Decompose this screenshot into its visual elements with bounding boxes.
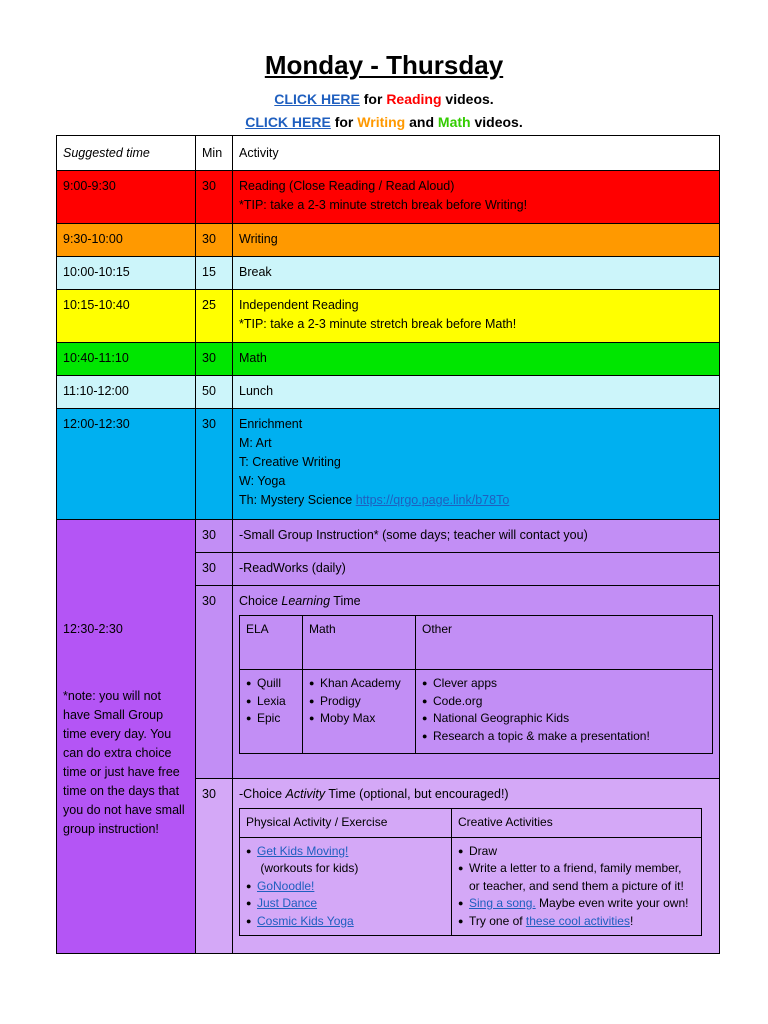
- choice-learning-table: [239, 615, 713, 754]
- schedule-row-lunch: [57, 376, 720, 409]
- afternoon-note: *note: you will not have Small Group time every day. You can do extra choice time or just have free time on the days that you do not have small group instruction!: [63, 689, 185, 836]
- col-ela: ELA: [240, 616, 303, 670]
- row-time: 10:40-11:10: [57, 343, 196, 376]
- other-list-cell: [416, 670, 713, 754]
- row-time: 9:30-10:00: [57, 224, 196, 257]
- choice-activity-cell: [233, 779, 720, 954]
- row-min: 30: [196, 171, 233, 224]
- header-row: [57, 136, 720, 171]
- list-item: ● Clever apps: [422, 675, 706, 693]
- choice-activity-table: [239, 808, 702, 936]
- list-item: ● National Geographic Kids: [422, 710, 706, 728]
- header-min: Min: [196, 136, 233, 171]
- schedule-row-break: [57, 257, 720, 290]
- page-title: Monday - Thursday: [264, 50, 504, 80]
- afternoon-time: 12:30-2:30: [63, 622, 123, 636]
- schedule-row-enrichment: [57, 409, 720, 520]
- col-physical: Physical Activity / Exercise: [240, 809, 452, 838]
- sing-a-song-link[interactable]: Sing a song.: [469, 896, 536, 910]
- for-text: for: [330, 114, 358, 130]
- list-item: ● Draw: [458, 843, 695, 861]
- row-time: 10:15-10:40: [57, 290, 196, 343]
- for-text: for: [359, 91, 387, 107]
- list-item: ● Lexia: [246, 693, 296, 711]
- reading-videos-line: [0, 91, 768, 107]
- writing-word: Writing: [357, 114, 406, 130]
- math-word: Math: [437, 114, 471, 130]
- afternoon-time-cell: [57, 520, 196, 954]
- col-math: Math: [303, 616, 416, 670]
- list-item: ● Research a topic & make a presentation!: [422, 728, 706, 746]
- row-min: 25: [196, 290, 233, 343]
- just-dance-link[interactable]: Just Dance: [257, 896, 318, 910]
- row-min: 15: [196, 257, 233, 290]
- list-item: ● Code.org: [422, 693, 706, 711]
- row-min: 30: [196, 779, 233, 954]
- col-creative: Creative Activities: [452, 809, 702, 838]
- creative-list-cell: [452, 837, 702, 936]
- row-min: 30: [196, 409, 233, 520]
- header-suggested-time: Suggested time: [57, 136, 196, 171]
- list-item: ● Khan Academy: [309, 675, 409, 693]
- schedule-row-reading: [57, 171, 720, 224]
- row-min: 30: [196, 343, 233, 376]
- list-item: ● Write a letter to a friend, family member, or teacher, and send them a picture of it!: [458, 860, 695, 895]
- list-item: [246, 913, 445, 931]
- schedule-row-independent-reading: [57, 290, 720, 343]
- writing-math-videos-line: [0, 114, 768, 130]
- row-activity: Lunch: [233, 376, 720, 409]
- schedule-row-small-group: [57, 520, 720, 553]
- activity-tip: *TIP: take a 2-3 minute stretch break before Math!: [239, 317, 517, 331]
- row-min: 30: [196, 520, 233, 553]
- enrichment-thursday: [239, 491, 713, 510]
- list-item: ● Prodigy: [309, 693, 409, 711]
- readworks-text: -ReadWorks (daily): [233, 553, 720, 586]
- math-list-cell: [303, 670, 416, 754]
- click-here-reading-link[interactable]: CLICK HERE: [274, 91, 360, 107]
- enrichment-title: Enrichment: [239, 417, 303, 431]
- videos-text: videos.: [441, 91, 494, 107]
- list-item: ● Try one of these cool activities!: [458, 913, 695, 931]
- row-time: 11:10-12:00: [57, 376, 196, 409]
- row-min: 30: [196, 586, 233, 779]
- list-item: ● Moby Max: [309, 710, 409, 728]
- list-item: [246, 895, 445, 913]
- row-activity: [233, 409, 720, 520]
- cool-activities-link[interactable]: these cool activities: [525, 913, 630, 928]
- choice-learning-title: Choice Learning Time: [239, 594, 361, 608]
- row-activity: Writing: [233, 224, 720, 257]
- row-activity: Math: [233, 343, 720, 376]
- col-other: Other: [416, 616, 713, 670]
- activity-name: Reading (Close Reading / Read Aloud): [239, 179, 455, 193]
- activity-name: Independent Reading: [239, 298, 359, 312]
- physical-list-cell: [240, 837, 452, 936]
- list-item: ● Get Kids Moving! (workouts for kids): [246, 843, 445, 878]
- row-time: 9:00-9:30: [57, 171, 196, 224]
- ela-list-cell: [240, 670, 303, 754]
- activity-tip: *TIP: take a 2-3 minute stretch break before Writing!: [239, 198, 528, 212]
- cosmic-kids-yoga-link[interactable]: Cosmic Kids Yoga: [257, 913, 354, 928]
- click-here-writing-math-link[interactable]: CLICK HERE: [245, 114, 331, 130]
- enrichment-wednesday: W: Yoga: [239, 474, 286, 488]
- mystery-science-link[interactable]: https://qrgo.page.link/b78To: [355, 493, 510, 507]
- choice-learning-cell: [233, 586, 720, 779]
- row-min: 50: [196, 376, 233, 409]
- list-item: [246, 878, 445, 896]
- enrichment-monday: M: Art: [239, 436, 272, 450]
- choice-activity-title: -Choice Activity Time (optional, but encouraged!): [239, 787, 509, 801]
- row-activity: [233, 290, 720, 343]
- row-min: 30: [196, 224, 233, 257]
- small-group-text: -Small Group Instruction* (some days; teacher will contact you): [233, 520, 720, 553]
- list-item: ● Quill: [246, 675, 296, 693]
- schedule-row-writing: [57, 224, 720, 257]
- gonoodle-link[interactable]: GoNoodle!: [257, 878, 315, 893]
- row-min: 30: [196, 553, 233, 586]
- row-time: 12:00-12:30: [57, 409, 196, 520]
- and-text: and: [405, 114, 438, 130]
- enrichment-tuesday: T: Creative Writing: [239, 455, 341, 469]
- schedule-table: [56, 135, 720, 954]
- header-activity: Activity: [233, 136, 720, 171]
- list-item: ● Sing a song. Maybe even write your own!: [458, 895, 695, 913]
- videos-text: videos.: [470, 114, 523, 130]
- list-item: ● Epic: [246, 710, 296, 728]
- row-activity: Break: [233, 257, 720, 290]
- reading-word: Reading: [386, 91, 442, 107]
- thursday-label: Th: Mystery Science: [239, 493, 356, 507]
- row-time: 10:00-10:15: [57, 257, 196, 290]
- get-kids-moving-link[interactable]: Get Kids Moving!: [257, 843, 349, 858]
- schedule-row-math: [57, 343, 720, 376]
- row-activity: [233, 171, 720, 224]
